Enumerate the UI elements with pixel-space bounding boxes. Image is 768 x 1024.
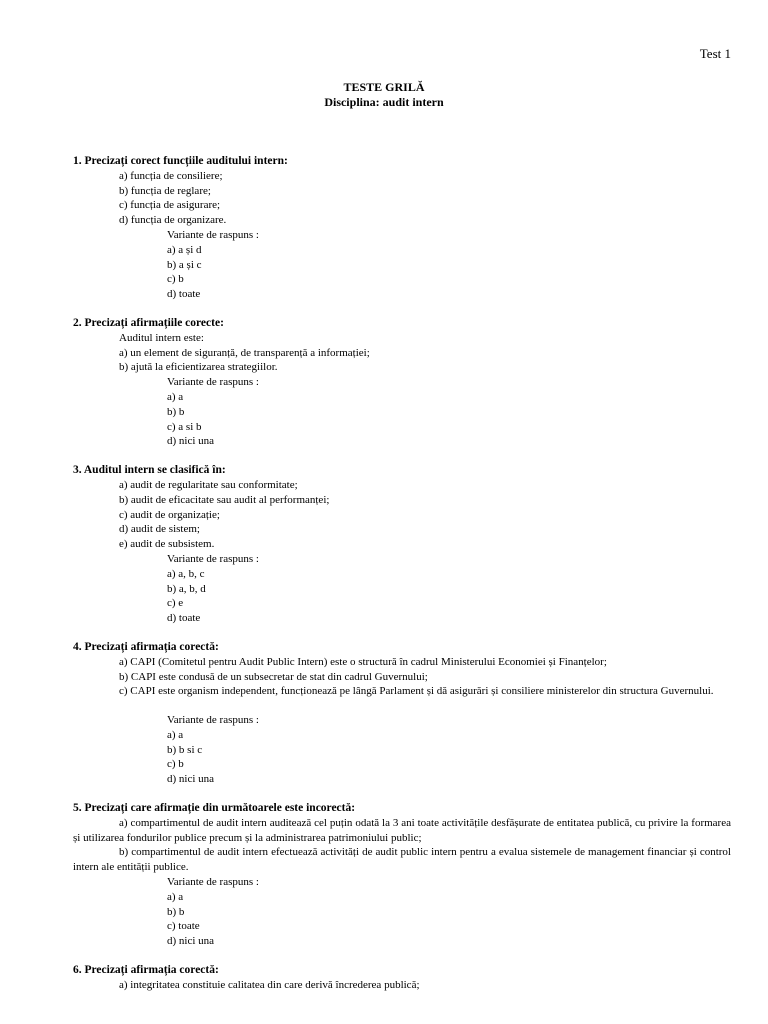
- question-1: [73, 154, 731, 302]
- question-text: 6. Precizați afirmația corectă:: [73, 964, 219, 977]
- option: a) un element de siguranță, de transparență a informației;: [119, 346, 370, 359]
- answer-variant: a) a: [167, 728, 184, 741]
- title-block: [0, 80, 768, 110]
- question-5: [73, 801, 731, 949]
- answer-variant: c) a si b: [167, 420, 202, 433]
- option: c) CAPI este organism independent, funcționează pe lângă Parlament și dă asigurări și consiliere ministerelor din structura Guvernului.: [119, 685, 714, 698]
- question-text: 4. Precizați afirmația corectă:: [73, 640, 219, 653]
- answer-variant: a) a și d: [167, 243, 202, 256]
- option: a) CAPI (Comitetul pentru Audit Public Intern) este o structură în cadrul Ministerului Economiei și Finanțelor;: [119, 655, 607, 668]
- answer-variant: a) a: [167, 890, 184, 903]
- option: b) CAPI este condusă de un subsecretar de stat din cadrul Guvernului;: [119, 670, 428, 683]
- answer-variant: b) b si c: [167, 743, 203, 756]
- variants-label: Variante de raspuns :: [167, 228, 259, 241]
- option: b) audit de eficacitate sau audit al performanței;: [119, 493, 330, 506]
- answer-variant: d) nici una: [167, 773, 215, 786]
- question-text: 5. Precizați care afirmație din următoarele este incorectă:: [73, 802, 356, 815]
- answer-variant: b) a, b, d: [167, 582, 206, 595]
- answer-variant: d) nici una: [167, 435, 215, 448]
- answer-variant: d) toate: [167, 288, 201, 301]
- variants-label: Variante de raspuns :: [167, 876, 259, 889]
- answer-variant: b) b: [167, 905, 185, 918]
- answer-variant: a) a: [167, 390, 184, 403]
- option: b) compartimentul de audit intern efectuează activități de audit public intern pentru a evalua sistemele de management financiar și control intern ale entității publice.: [73, 846, 731, 874]
- question-2: [73, 316, 731, 449]
- question-text: 1. Precizați corect funcțiile auditului intern:: [73, 155, 288, 167]
- answer-variant: a) a, b, c: [167, 567, 205, 580]
- option: b) ajută la eficientizarea strategiilor.: [119, 361, 278, 374]
- option: c) audit de organizație;: [119, 508, 220, 521]
- question-text: 2. Precizați afirmațiile corecte:: [73, 316, 224, 329]
- question-lead: Auditul intern este:: [119, 331, 204, 344]
- answer-variant: d) nici una: [167, 935, 215, 948]
- question-3: [73, 463, 731, 626]
- answer-variant: c) b: [167, 758, 184, 771]
- answer-variant: c) toate: [167, 920, 200, 933]
- option: d) funcția de organizare.: [119, 214, 227, 227]
- option: c) funcția de asigurare;: [119, 199, 221, 212]
- question-4: [73, 640, 731, 787]
- option: d) audit de sistem;: [119, 523, 200, 536]
- answer-variant: c) b: [167, 273, 184, 286]
- document-title: TESTE GRILĂ: [343, 80, 425, 94]
- variants-label: Variante de raspuns :: [167, 714, 259, 727]
- answer-variant: c) e: [167, 597, 184, 610]
- variants-label: Variante de raspuns :: [167, 376, 259, 389]
- option: a) funcția de consiliere;: [119, 169, 223, 182]
- answer-variant: b) a și c: [167, 258, 202, 271]
- option: b) funcția de reglare;: [119, 184, 211, 197]
- option: a) audit de regularitate sau conformitate;: [119, 478, 298, 491]
- answer-variant: b) b: [167, 405, 185, 418]
- questions: [73, 154, 731, 1007]
- question-6: [73, 963, 731, 993]
- option: a) integritatea constituie calitatea din care derivă încrederea publică;: [119, 978, 420, 991]
- variants-label: Variante de raspuns :: [167, 552, 259, 565]
- answer-variant: d) toate: [167, 612, 201, 625]
- document-subtitle: Disciplina: audit intern: [324, 95, 444, 109]
- spacer: [73, 699, 731, 713]
- option: e) audit de subsistem.: [119, 538, 215, 551]
- option: a) compartimentul de audit intern auditează cel puțin odată la 3 ani toate activitățile desfășurate de entitatea publică, cu privire la formarea și utilizarea fondurilor publice precum și la administrarea patrimoniului public;: [73, 816, 731, 844]
- page-header: Test 1: [699, 46, 731, 61]
- question-text: 3. Auditul intern se clasifică în:: [73, 464, 226, 477]
